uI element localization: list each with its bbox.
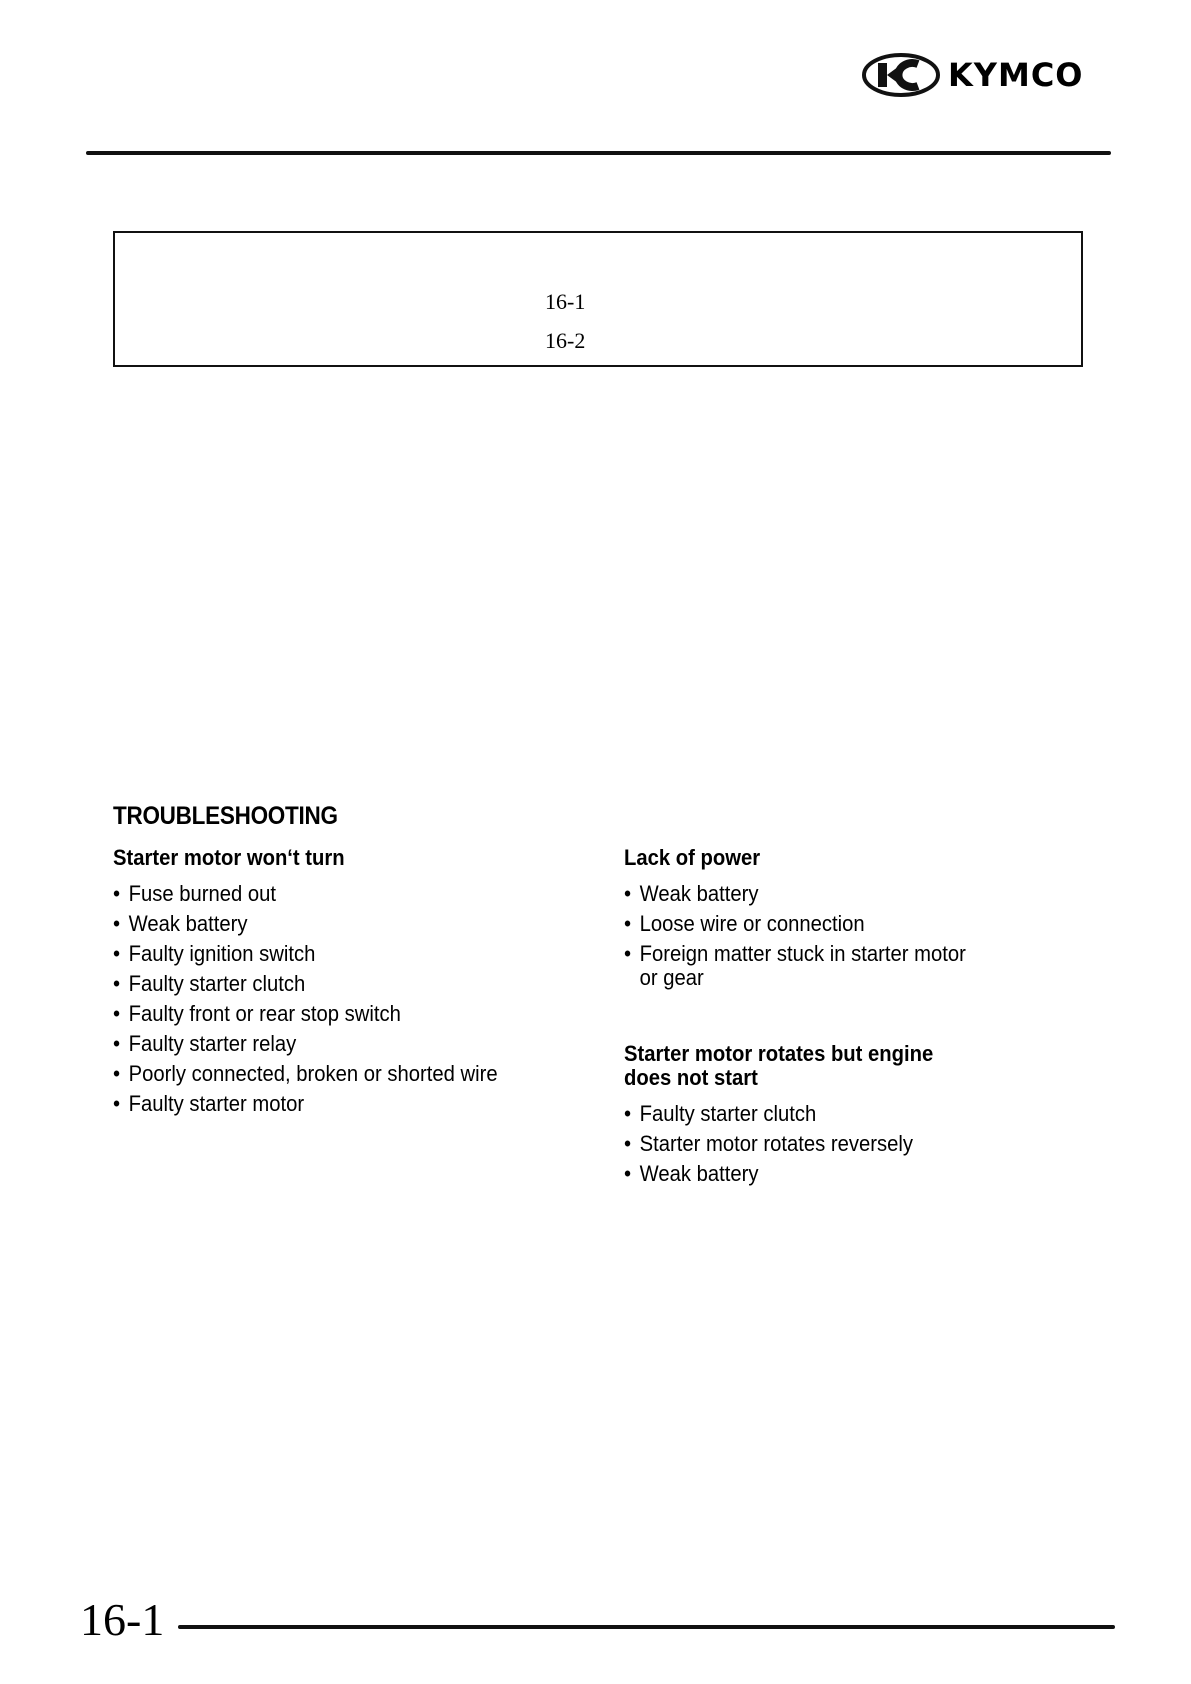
kymco-emblem-icon bbox=[862, 52, 940, 98]
toc-entry[interactable]: 16-2 bbox=[545, 328, 586, 353]
symptom-list bbox=[624, 1102, 1054, 1186]
list-item-text: Loose wire or connection bbox=[639, 911, 865, 936]
list-item bbox=[624, 1102, 1020, 1126]
list-item bbox=[624, 1162, 1020, 1186]
list-item bbox=[113, 942, 509, 966]
subsection-heading: Starter motor rotates but engine does not start bbox=[624, 1041, 934, 1090]
header-rule bbox=[86, 151, 1111, 155]
bullet: • bbox=[113, 1001, 121, 1026]
list-item bbox=[113, 882, 509, 906]
list-item bbox=[113, 1032, 509, 1056]
list-item-text: Weak battery bbox=[639, 1161, 759, 1186]
list-item-text: Fuse burned out bbox=[128, 881, 277, 906]
bullet: • bbox=[624, 1101, 632, 1126]
kymco-logo bbox=[862, 52, 1112, 98]
list-item-text: Faulty starter motor bbox=[128, 1091, 305, 1116]
list-item-text: Starter motor rotates reversely bbox=[639, 1131, 913, 1156]
bullet: • bbox=[113, 1031, 121, 1056]
bullet: • bbox=[113, 971, 121, 996]
bullet: • bbox=[624, 911, 632, 936]
footer-rule bbox=[178, 1625, 1115, 1629]
spacer bbox=[624, 996, 1054, 1042]
list-item-text: Foreign matter stuck in starter motor or gear bbox=[639, 941, 966, 990]
symptom-list bbox=[624, 882, 1054, 990]
list-item-text: Weak battery bbox=[639, 881, 759, 906]
list-item bbox=[113, 912, 509, 936]
bullet: • bbox=[113, 1091, 121, 1116]
list-item-text: Faulty front or rear stop switch bbox=[128, 1001, 401, 1026]
bullet: • bbox=[113, 941, 121, 966]
list-item-text: Weak battery bbox=[128, 911, 248, 936]
troubleshooting-left-column bbox=[113, 846, 543, 1122]
bullet: • bbox=[624, 1131, 632, 1156]
list-item bbox=[113, 1002, 509, 1026]
symptom-list bbox=[113, 882, 543, 1116]
bullet: • bbox=[113, 881, 121, 906]
bullet: • bbox=[113, 911, 121, 936]
subsection-heading: Lack of power bbox=[624, 845, 761, 870]
bullet: • bbox=[113, 1061, 121, 1086]
toc-entry[interactable]: 16-1 bbox=[545, 289, 586, 314]
list-item bbox=[113, 1062, 509, 1086]
troubleshooting-right-column bbox=[624, 846, 1054, 1192]
bullet: • bbox=[624, 1161, 632, 1186]
subsection-heading: Starter motor won‘t turn bbox=[113, 845, 345, 870]
bullet: • bbox=[624, 941, 632, 966]
page-number: 16-1 bbox=[80, 1594, 165, 1645]
section-heading: TROUBLESHOOTING bbox=[113, 802, 338, 830]
list-item bbox=[113, 972, 509, 996]
list-item-text: Faulty ignition switch bbox=[128, 941, 316, 966]
list-item bbox=[113, 1092, 509, 1116]
list-item-text: Poorly connected, broken or shorted wire bbox=[128, 1061, 498, 1086]
list-item-text: Faulty starter relay bbox=[128, 1031, 297, 1056]
kymco-wordmark: KYMCO bbox=[948, 56, 1084, 94]
list-item-text: Faulty starter clutch bbox=[128, 971, 306, 996]
list-item bbox=[624, 882, 1020, 906]
list-item bbox=[624, 942, 980, 990]
list-item bbox=[624, 912, 1020, 936]
table-of-contents-box bbox=[113, 231, 1083, 367]
bullet: • bbox=[624, 881, 632, 906]
list-item-text: Faulty starter clutch bbox=[639, 1101, 817, 1126]
list-item bbox=[624, 1132, 1020, 1156]
